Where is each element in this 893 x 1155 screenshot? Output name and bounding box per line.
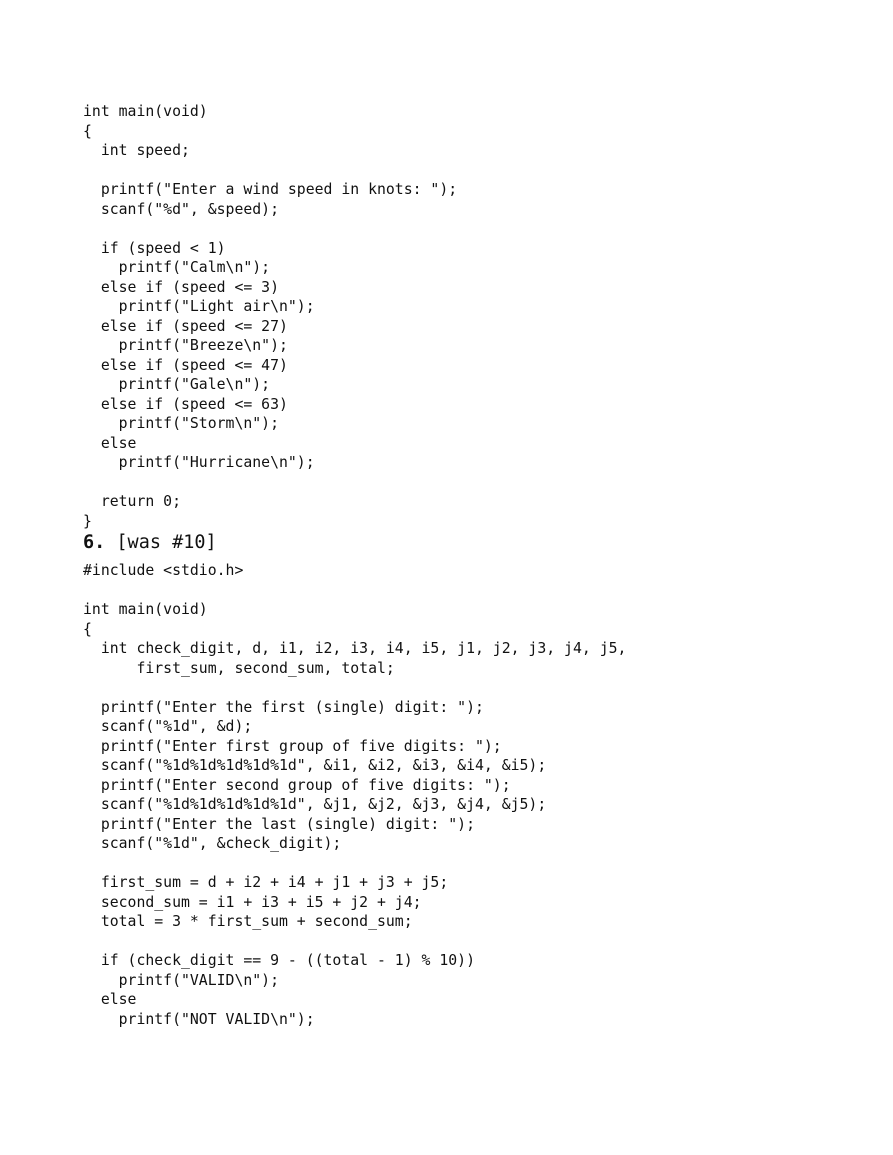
code-block-wind-speed: int main(void) { int speed; printf("Enter a wind speed in knots: "); scanf("%d", &speed); if (speed < 1) printf("Calm\n"); else if (speed <= 3) printf("Light air\n"); else if (speed <= 27) printf("Breeze\n"); else if (speed <= 47) printf("Gale\n"); else if (speed <= 63) printf("Storm\n"); else printf("Hurricane\n"); return 0; } bbox=[83, 103, 458, 530]
code-block-check-digit: #include <stdio.h> int main(void) { int check_digit, d, i1, i2, i3, i4, i5, j1, j2, j3, j4, j5, first_sum, second_sum, total; printf("Enter the first (single) digit: "); scanf("%1d", &d); printf("Enter first group of five digits: "); scanf("%1d%1d%1d%1d%1d", &i1, &i2, &i3, &i4, &i5); printf("Enter second group of five digits: "); scanf("%1d%1d%1d%1d%1d", &j1, &j2, &j3, &j4, &j5); printf("Enter the last (single) digit: "); scanf("%1d", &check_digit); first_sum = d + i2 + i4 + j1 + j3 + j5; second_sum = i1 + i3 + i5 + j2 + j4; total = 3 * first_sum + second_sum; if (check_digit == 9 - ((total - 1) % 10)) printf("VALID\n"); else printf("NOT VALID\n"); bbox=[83, 562, 627, 1028]
document-page bbox=[83, 102, 863, 1029]
section-heading-6 bbox=[83, 531, 863, 555]
section-number: 6. bbox=[83, 532, 106, 553]
section-title: [was #10] bbox=[116, 532, 217, 553]
